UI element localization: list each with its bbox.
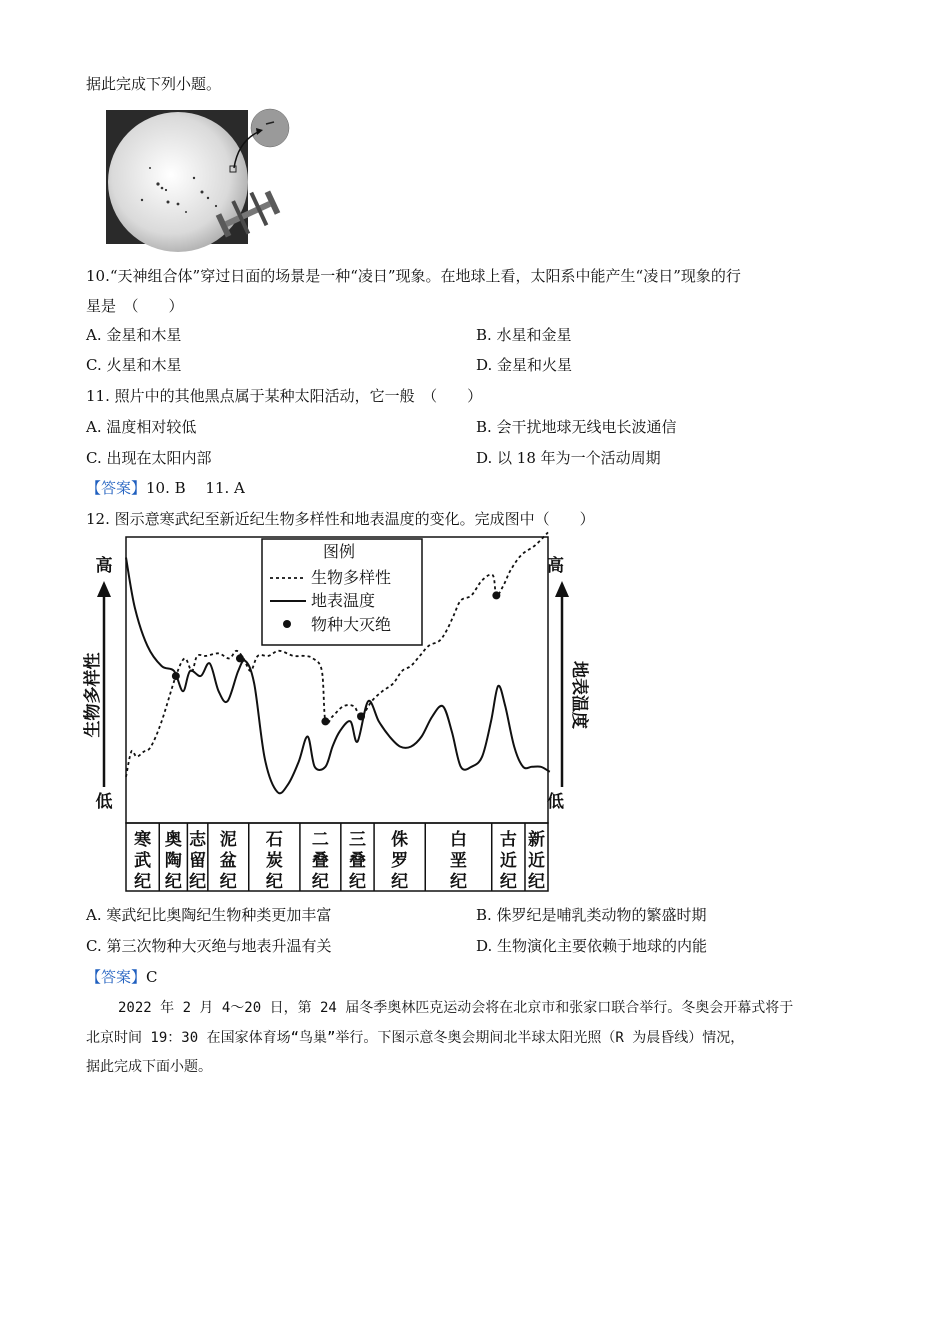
period-label-char: 纪 bbox=[527, 872, 545, 892]
period-label-char: 纪 bbox=[265, 872, 283, 892]
answer-text: 10. B 11. A bbox=[146, 479, 245, 497]
sun-transit-photo bbox=[106, 108, 290, 244]
period-label-char: 奥 bbox=[164, 830, 182, 850]
q10-option-d: D. 金星和火星 bbox=[476, 356, 573, 374]
q12-stem: 12. 图示意寒武纪至新近纪生物多样性和地表温度的变化。完成图中（ ） bbox=[86, 510, 595, 528]
period-label-char: 二 bbox=[311, 830, 329, 850]
answer-tag: 【答案】 bbox=[86, 479, 147, 497]
biodiversity-temperature-chart bbox=[82, 535, 589, 897]
period-label-char: 侏 bbox=[391, 830, 409, 850]
period-label-char: 近 bbox=[527, 851, 545, 871]
legend bbox=[262, 539, 422, 645]
q10-stem-line1: 10.“天神组合体”穿过日面的场景是一种“凌日”现象。在地球上看，太阳系中能产生“凌日”现象的行 bbox=[86, 267, 741, 285]
left-axis-high: 高 bbox=[95, 556, 113, 576]
extinction-event-dot bbox=[357, 712, 365, 720]
period-label-char: 纪 bbox=[391, 872, 409, 892]
period-label-char: 白 bbox=[449, 830, 467, 850]
legend-dot-swatch bbox=[283, 620, 291, 628]
passage-line1: 2022 年 2 月 4～20 日，第 24 届冬季奥林匹克运动会将在北京市和张家口联合举行。冬奥会开幕式将于 bbox=[118, 1000, 794, 1016]
q10-stem-line2: 星是 （ ） bbox=[86, 297, 184, 315]
legend-item-temperature: 地表温度 bbox=[311, 591, 376, 610]
period-label-char: 叠 bbox=[348, 851, 366, 871]
q10-option-c: C. 火星和木星 bbox=[86, 356, 182, 374]
period-label-char: 古 bbox=[499, 830, 517, 850]
answer-block-1 bbox=[86, 478, 245, 498]
left-axis-label: 生物多样性 bbox=[83, 652, 103, 738]
answer-tag: 【答案】 bbox=[86, 968, 147, 986]
passage-line3: 据此完成下面小题。 bbox=[86, 1059, 212, 1075]
right-axis-low: 低 bbox=[547, 792, 564, 812]
period-label-char: 武 bbox=[134, 851, 152, 871]
period-label-char: 留 bbox=[189, 851, 207, 871]
q11-option-a: A. 温度相对较低 bbox=[86, 418, 197, 436]
q12-option-c: C. 第三次物种大灭绝与地表升温有关 bbox=[86, 937, 332, 955]
period-label-char: 盆 bbox=[219, 851, 237, 871]
legend-item-extinction: 物种大灭绝 bbox=[311, 615, 392, 634]
legend-item-biodiversity: 生物多样性 bbox=[311, 568, 392, 587]
period-label-char: 纪 bbox=[189, 872, 207, 892]
q10-option-a: A. 金星和木星 bbox=[86, 326, 182, 344]
period-label-char: 石 bbox=[265, 830, 283, 850]
q11-option-c: C. 出现在太阳内部 bbox=[86, 449, 212, 467]
period-label-char: 炭 bbox=[265, 851, 283, 871]
right-axis-high: 高 bbox=[547, 556, 564, 576]
right-axis-arrow bbox=[555, 581, 569, 787]
right-axis-label: 地表温度 bbox=[569, 661, 589, 729]
period-label-char: 志 bbox=[189, 830, 207, 850]
period-label-char: 陶 bbox=[164, 851, 182, 871]
q10-option-b: B. 水星和金星 bbox=[476, 326, 572, 344]
period-label-char: 寒 bbox=[134, 830, 152, 850]
period-label-char: 纪 bbox=[134, 872, 152, 892]
q12-option-b: B. 侏罗纪是哺乳类动物的繁盛时期 bbox=[476, 906, 707, 924]
extinction-event-dot bbox=[321, 717, 329, 725]
period-label-char: 新 bbox=[527, 830, 545, 850]
q11-option-b: B. 会干扰地球无线电长波通信 bbox=[476, 418, 677, 436]
period-label-char: 纪 bbox=[311, 872, 329, 892]
extinction-event-dot bbox=[172, 672, 180, 680]
period-label-char: 纪 bbox=[348, 872, 366, 892]
period-label-char: 近 bbox=[499, 851, 517, 871]
period-labels bbox=[134, 823, 545, 892]
period-label-char: 纪 bbox=[499, 872, 517, 892]
answer-text: C bbox=[146, 968, 158, 986]
q11-option-d: D. 以 18 年为一个活动周期 bbox=[476, 449, 661, 467]
period-label-char: 纪 bbox=[164, 872, 182, 892]
q12-option-d: D. 生物演化主要依赖于地球的内能 bbox=[476, 937, 708, 955]
period-label-char: 纪 bbox=[219, 872, 237, 892]
period-label-char: 罗 bbox=[391, 851, 409, 871]
period-label-char: 三 bbox=[348, 830, 366, 850]
extinction-event-dot bbox=[236, 654, 244, 662]
period-label-char: 垩 bbox=[449, 851, 467, 871]
intro-text: 据此完成下列小题。 bbox=[86, 75, 222, 93]
period-label-char: 叠 bbox=[311, 851, 329, 871]
period-label-char: 泥 bbox=[219, 830, 237, 850]
passage-line2: 北京时间 19：30 在国家体育场“鸟巢”举行。下图示意冬奥会期间北半球太阳光照（R 为晨昏线）情况， bbox=[86, 1030, 745, 1046]
q12-option-a: A. 寒武纪比奥陶纪生物种类更加丰富 bbox=[86, 906, 332, 924]
period-label-char: 纪 bbox=[449, 872, 467, 892]
legend-title: 图例 bbox=[322, 542, 356, 561]
answer-block-2 bbox=[86, 967, 158, 987]
q11-stem: 11. 照片中的其他黑点属于某种太阳活动，它一般 （ ） bbox=[86, 387, 483, 405]
left-axis-low: 低 bbox=[95, 792, 113, 812]
extinction-event-dot bbox=[492, 591, 500, 599]
